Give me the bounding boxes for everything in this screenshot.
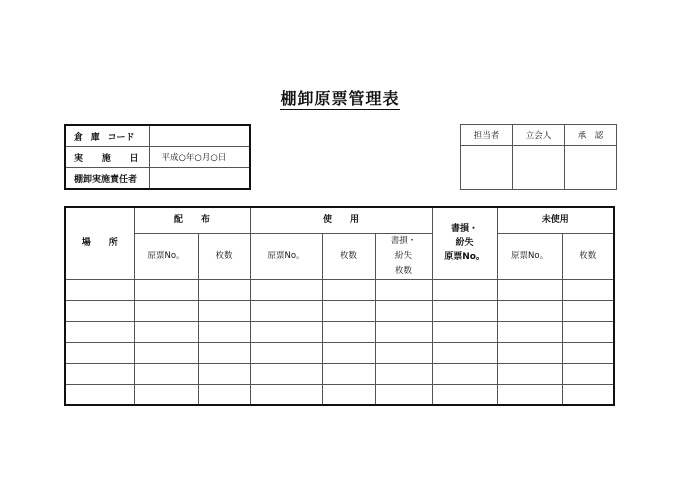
warehouse-label-part: 庫 xyxy=(90,132,100,143)
table-row xyxy=(65,321,614,342)
doc-no-header: 原票No。 xyxy=(134,233,198,279)
table-cell[interactable] xyxy=(375,342,432,363)
grid-body xyxy=(65,279,614,405)
inventory-grid xyxy=(64,206,615,406)
table-row xyxy=(65,363,614,384)
table-cell[interactable] xyxy=(65,363,134,384)
table-cell[interactable] xyxy=(250,363,322,384)
unused-header: 未使用 xyxy=(497,207,614,233)
table-cell[interactable] xyxy=(432,321,497,342)
table-cell[interactable] xyxy=(198,342,250,363)
place-header: 場 所 xyxy=(65,207,134,279)
table-cell[interactable] xyxy=(432,363,497,384)
table-cell[interactable] xyxy=(198,279,250,300)
person-row xyxy=(65,168,250,190)
damaged-header-line: 紛失 xyxy=(455,238,474,249)
date-row xyxy=(65,147,250,168)
table-cell[interactable] xyxy=(322,300,375,321)
person-label: 棚卸実施責任者 xyxy=(65,168,149,190)
stamp-cell[interactable] xyxy=(513,146,565,190)
title-text: 棚卸原票管理表 xyxy=(280,89,400,108)
table-cell[interactable] xyxy=(250,384,322,405)
date-label-part: 日 xyxy=(129,153,139,164)
warehouse-row xyxy=(65,125,250,147)
table-cell[interactable] xyxy=(322,321,375,342)
table-cell[interactable] xyxy=(65,321,134,342)
table-cell[interactable] xyxy=(562,363,614,384)
table-cell[interactable] xyxy=(375,363,432,384)
warehouse-field[interactable] xyxy=(149,125,250,147)
damaged-header-line: 原票No。 xyxy=(444,252,485,263)
table-cell[interactable] xyxy=(134,300,198,321)
table-cell[interactable] xyxy=(250,279,322,300)
table-cell[interactable] xyxy=(375,321,432,342)
table-cell[interactable] xyxy=(322,384,375,405)
table-cell[interactable] xyxy=(432,384,497,405)
stamp-cell[interactable] xyxy=(461,146,513,190)
date-label xyxy=(65,147,149,168)
distribution-header: 配 布 xyxy=(134,207,250,233)
table-cell[interactable] xyxy=(497,279,562,300)
header-row-1 xyxy=(65,207,614,233)
usage-header: 使 用 xyxy=(250,207,432,233)
table-cell[interactable] xyxy=(497,300,562,321)
warehouse-label-part: コード xyxy=(107,132,135,143)
damaged-count-header xyxy=(375,233,432,279)
count-header: 枚数 xyxy=(322,233,375,279)
stamp-cell[interactable] xyxy=(565,146,617,190)
date-label-part: 施 xyxy=(101,153,111,164)
approval-header: 立会人 xyxy=(513,125,565,146)
table-cell[interactable] xyxy=(322,363,375,384)
table-cell[interactable] xyxy=(65,342,134,363)
warehouse-label xyxy=(65,125,149,147)
table-cell[interactable] xyxy=(198,321,250,342)
table-cell[interactable] xyxy=(322,279,375,300)
count-header: 枚数 xyxy=(198,233,250,279)
table-cell[interactable] xyxy=(134,321,198,342)
table-row xyxy=(65,300,614,321)
table-cell[interactable] xyxy=(562,384,614,405)
table-cell[interactable] xyxy=(497,384,562,405)
table-cell[interactable] xyxy=(497,363,562,384)
table-cell[interactable] xyxy=(250,342,322,363)
table-cell[interactable] xyxy=(134,363,198,384)
damaged-header xyxy=(432,207,497,279)
table-cell[interactable] xyxy=(134,279,198,300)
table-cell[interactable] xyxy=(198,384,250,405)
table-cell[interactable] xyxy=(198,363,250,384)
table-cell[interactable] xyxy=(250,300,322,321)
table-row xyxy=(65,384,614,405)
approval-header: 承 認 xyxy=(565,125,617,146)
table-cell[interactable] xyxy=(432,279,497,300)
table-cell[interactable] xyxy=(134,342,198,363)
table-cell[interactable] xyxy=(497,321,562,342)
table-cell[interactable] xyxy=(134,384,198,405)
table-cell[interactable] xyxy=(65,300,134,321)
warehouse-label-part: 倉 xyxy=(74,132,84,143)
table-cell[interactable] xyxy=(432,300,497,321)
table-cell[interactable] xyxy=(375,384,432,405)
page-title xyxy=(0,86,680,109)
stamp-row xyxy=(461,146,617,190)
table-cell[interactable] xyxy=(497,342,562,363)
count-header: 枚数 xyxy=(562,233,614,279)
info-table xyxy=(64,124,251,190)
date-label-part: 実 xyxy=(74,153,84,164)
table-cell[interactable] xyxy=(562,321,614,342)
table-cell[interactable] xyxy=(375,279,432,300)
approval-header-row xyxy=(461,125,617,146)
damaged-count-line: 紛失 xyxy=(395,250,413,261)
table-cell[interactable] xyxy=(562,342,614,363)
table-cell[interactable] xyxy=(562,300,614,321)
approval-header: 担当者 xyxy=(461,125,513,146)
table-cell[interactable] xyxy=(198,300,250,321)
table-cell[interactable] xyxy=(432,342,497,363)
damaged-header-line: 書損・ xyxy=(451,224,479,235)
table-cell[interactable] xyxy=(375,300,432,321)
date-field[interactable]: 平成○年○月○日 xyxy=(149,147,250,168)
table-cell[interactable] xyxy=(250,321,322,342)
person-field[interactable] xyxy=(149,168,250,190)
doc-no-header: 原票No。 xyxy=(250,233,322,279)
approval-table xyxy=(460,124,617,190)
table-cell[interactable] xyxy=(322,342,375,363)
table-cell[interactable] xyxy=(65,279,134,300)
damaged-count-line: 書損・ xyxy=(390,235,417,246)
damaged-count-line: 枚数 xyxy=(395,265,413,276)
header-row-2 xyxy=(65,233,614,279)
table-cell[interactable] xyxy=(65,384,134,405)
table-cell[interactable] xyxy=(562,279,614,300)
doc-no-header: 原票No。 xyxy=(497,233,562,279)
table-row xyxy=(65,279,614,300)
table-row xyxy=(65,342,614,363)
